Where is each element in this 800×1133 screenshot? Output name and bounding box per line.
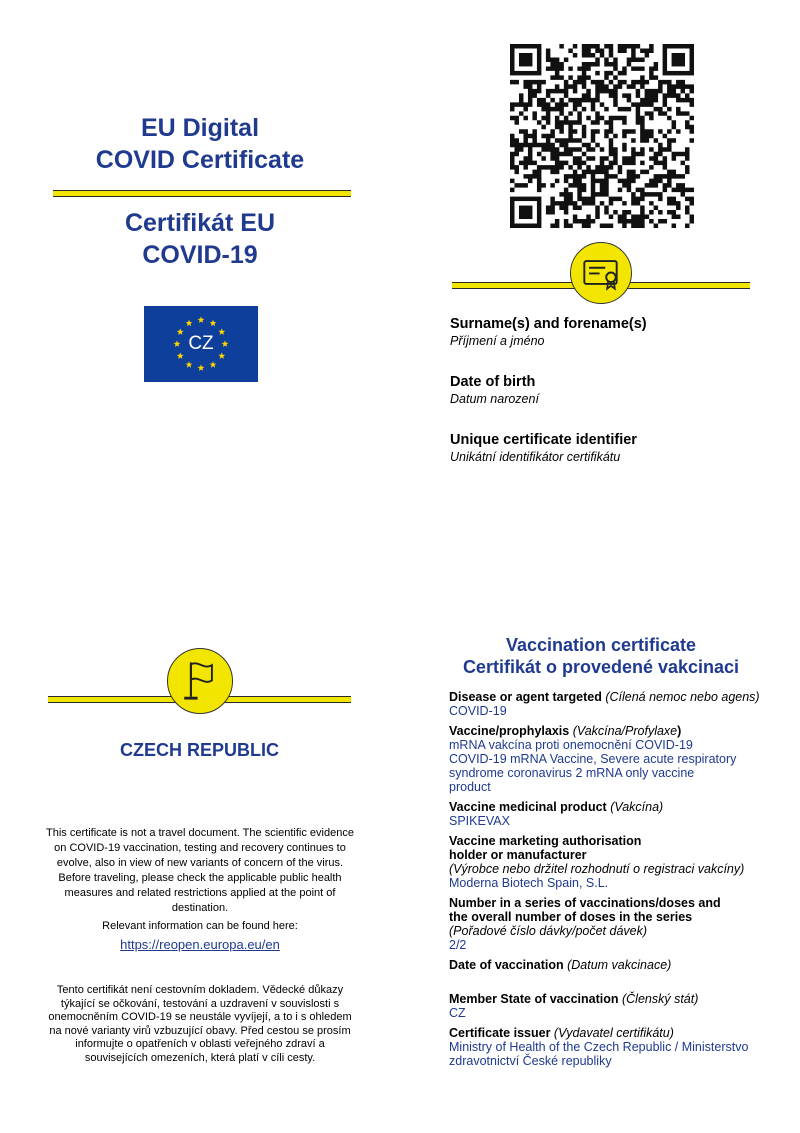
vaccine-field — [449, 724, 779, 794]
cover-title-en — [40, 112, 360, 176]
cover-title-en-line1: EU Digital — [140, 114, 260, 142]
qr-code-icon — [510, 44, 694, 228]
issuer-label: Certificate issuer — [449, 1026, 551, 1040]
holder-label-cz: (Výrobce nebo držitel rozhodnutí o registraci vakcíny) — [449, 862, 745, 876]
eu-star — [198, 364, 205, 371]
cover-title-cz — [40, 207, 360, 271]
uci-field — [450, 432, 770, 464]
vaccination-title-en: Vaccination certificate — [505, 635, 697, 655]
product-label-cz: (Vakcína) — [610, 800, 664, 814]
cover-divider — [53, 190, 351, 197]
vaccine-value-4: product — [449, 780, 491, 794]
country-name: CZECH REPUBLIC — [119, 740, 279, 760]
state-label: Member State of vaccination — [449, 992, 619, 1006]
qr-finder-pattern — [672, 53, 685, 66]
date-label: Date of vaccination — [449, 958, 564, 972]
product-value: SPIKEVAX — [449, 814, 510, 828]
cover-title-cz-line1: Certifikát EU — [124, 209, 276, 237]
product-field — [449, 800, 779, 828]
disease-value: COVID-19 — [449, 704, 507, 718]
notice-en: This certificate is not a travel document. The scientific evidence on COVID-19 vaccination, testing and recovery continues to evolve, also in view of new variants of concern of the virus. Before traveling, please check the applicable public health measures and related restrictions applied at the point of destination. — [46, 827, 354, 914]
state-label-cz: (Členský stát) — [621, 992, 699, 1006]
eu-star — [186, 361, 193, 368]
disease-field — [449, 690, 779, 718]
vaccine-value-1: mRNA vakcína proti onemocnění COVID-19 — [449, 738, 693, 752]
issuer-field — [449, 1026, 779, 1068]
cover-title-en-line2: COVID Certificate — [95, 146, 305, 174]
disease-label: Disease or agent targeted — [449, 690, 602, 704]
vaccine-label-cz: (Vakcína/Profylaxe — [572, 724, 678, 738]
name-label: Surname(s) and forename(s) — [450, 316, 647, 332]
name-label-cz: Příjmení a jméno — [450, 334, 545, 348]
holder-label-1: Vaccine marketing authorisation — [449, 834, 642, 848]
certificate-icon — [571, 243, 630, 302]
dob-label-cz: Datum narození — [450, 392, 539, 406]
state-field — [449, 992, 779, 1020]
eu-star — [186, 320, 193, 327]
vaccination-title — [420, 634, 782, 678]
info-label: Relevant information can be found here: — [102, 920, 298, 932]
flag-country-code: CZ — [188, 333, 214, 354]
certificate-icon-badge — [570, 242, 632, 304]
vaccine-value-2: COVID-19 mRNA Vaccine, Severe acute respiratory — [449, 752, 737, 766]
vaccination-fields — [449, 690, 779, 1068]
vaccine-value-3: syndrome coronavirus 2 mRNA only vaccine — [449, 766, 695, 780]
holder-field — [449, 834, 779, 890]
uci-label: Unique certificate identifier — [450, 432, 637, 448]
doses-field — [449, 896, 779, 952]
qr-finder-pattern — [519, 53, 532, 66]
date-field — [449, 958, 779, 972]
product-label: Vaccine medicinal product — [449, 800, 607, 814]
eu-star — [210, 361, 217, 368]
vaccine-label-close: ) — [677, 724, 682, 738]
qr-finder-pattern — [519, 206, 532, 219]
doses-value: 2/2 — [449, 938, 467, 952]
identity-fields — [450, 316, 770, 464]
vaccination-title-cz: Certifikát o provedené vakcinaci — [462, 657, 740, 677]
vaccine-label: Vaccine/prophylaxis — [449, 724, 570, 738]
eu-star — [210, 320, 217, 327]
doses-label-cz: (Pořadové číslo dávky/počet dávek) — [449, 924, 648, 938]
issuer-value-1: Ministry of Health of the Czech Republic / Ministerstvo — [449, 1040, 749, 1054]
holder-label-2: holder or manufacturer — [449, 848, 587, 862]
flag-icon — [168, 649, 231, 712]
disease-label-cz: (Cílená nemoc nebo agens) — [605, 690, 760, 704]
doses-label-1: Number in a series of vaccinations/doses and — [449, 896, 721, 910]
name-field — [450, 316, 770, 348]
eu-star — [198, 316, 205, 323]
holder-value: Moderna Biotech Spain, S.L. — [449, 876, 609, 890]
info-link-wrap — [45, 936, 355, 954]
flag-icon-badge — [167, 648, 233, 714]
reopen-link[interactable]: https://reopen.europa.eu/en — [120, 937, 280, 952]
dob-field — [450, 374, 770, 406]
uci-label-cz: Unikátní identifikátor certifikátu — [450, 450, 621, 464]
eu-flag-icon — [144, 306, 258, 382]
state-value: CZ — [449, 1006, 466, 1020]
dob-label: Date of birth — [450, 374, 536, 390]
issuer-label-cz: (Vydavatel certifikátu) — [553, 1026, 674, 1040]
date-label-cz: (Datum vakcinace) — [567, 958, 672, 972]
cover-title-cz-line2: COVID-19 — [142, 241, 258, 269]
issuer-value-2: zdravotnictví České republiky — [449, 1054, 612, 1068]
notice-cz: Tento certifikát není cestovním dokladem. Vědecké důkazy týkající se očkování, testování a uzdravení v souvislosti s onemocněním COVID-19 se neustále vyvíjejí, a to i s ohledem na nové varianty virů vzbuzující obavy. Před cestou se prosím informujte o opatřeních v oblasti veřejného zdraví a souvisejících omezeních, která platí v cíli cesty. — [48, 984, 352, 1064]
qr-code-graphic — [510, 44, 694, 228]
doses-label-2: the overall number of doses in the series — [449, 910, 693, 924]
